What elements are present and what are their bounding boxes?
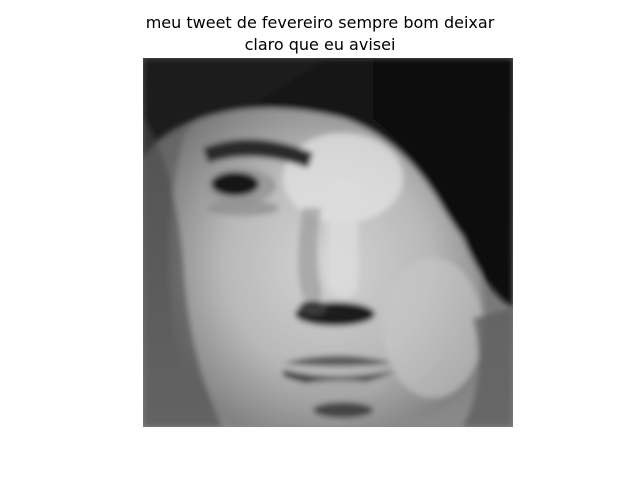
lower-lip bbox=[296, 380, 386, 396]
title-line-2: claro que eu avisei bbox=[244, 35, 396, 54]
title-line-1: meu tweet de fevereiro sempre bom deixar bbox=[145, 13, 495, 32]
chin-shadow bbox=[313, 402, 373, 418]
right-cheek bbox=[383, 258, 483, 398]
under-eye bbox=[207, 200, 279, 216]
face-illustration bbox=[143, 58, 513, 427]
nose-bridge bbox=[328, 178, 358, 298]
figure-title bbox=[0, 12, 640, 56]
nostril-left bbox=[299, 300, 327, 316]
eye bbox=[211, 172, 259, 196]
face-photo bbox=[143, 58, 513, 427]
